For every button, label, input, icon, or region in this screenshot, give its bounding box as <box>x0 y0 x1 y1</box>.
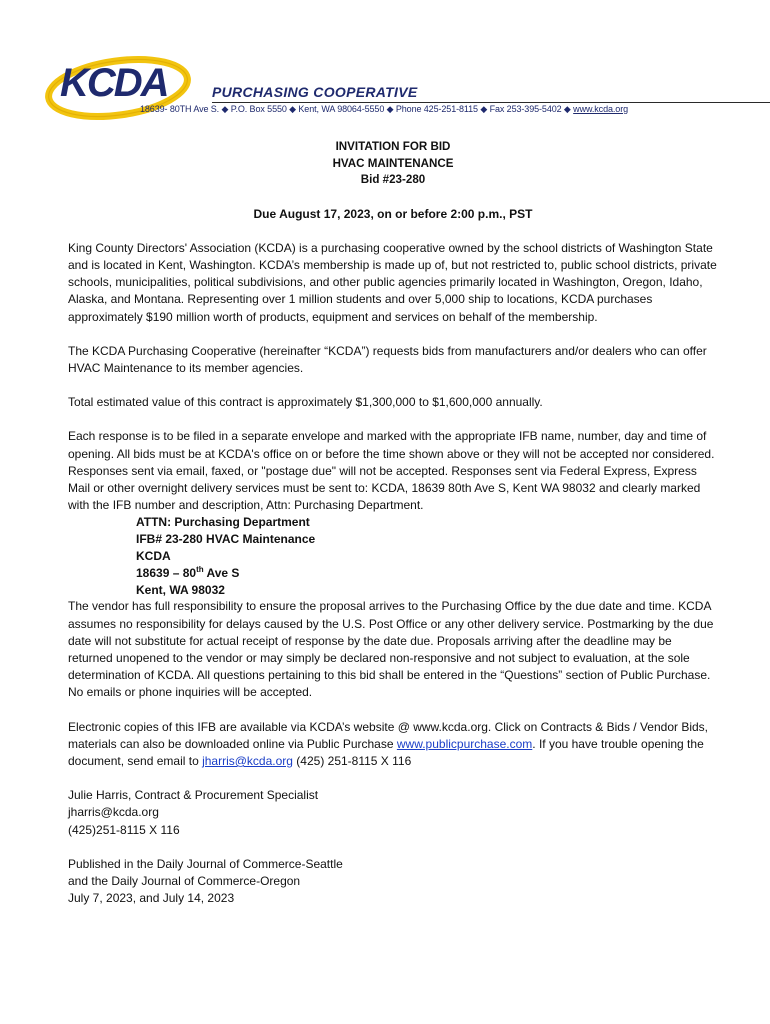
ifb-line: IFB# 23-280 HVAC Maintenance <box>136 532 316 547</box>
contact-phone: (425)251-8115 X 116 <box>68 822 180 837</box>
logo-wordmark: KCDA <box>60 61 168 105</box>
bid-number: Bid #23-280 <box>360 173 426 186</box>
publicpurchase-link[interactable]: www.publicpurchase.com <box>396 736 533 751</box>
contract-value-paragraph: Total estimated value of this contract is approximately $1,300,000 to $1,600,000 annually. <box>68 395 543 410</box>
due-date: Due August 17, 2023, on or before 2:00 p.m., PST <box>253 206 533 221</box>
contact-email: jharris@kcda.org <box>68 805 159 820</box>
electronic-copies-paragraph: Electronic copies of this IFB are available via KCDA’s website @ www.kcda.org. Click on Contracts & Bids / Vendor Bids, materials can also be downloaded online via Public Purchase www.publicpurchase.com. If you have trouble opening the document, send email to jharris@kcda.org (425) 251-8115 X 116 <box>68 719 709 768</box>
website-link[interactable]: www.kcda.org <box>573 104 628 114</box>
address-line <box>140 104 628 115</box>
attn-line: ATTN: Purchasing Department <box>136 515 310 530</box>
submission-paragraph: Each response is to be filed in a separate envelope and marked with the appropriate IFB name, number, day and time of opening. All bids must be at KCDA's office on or before the time shown above or they will not be accepted nor considered. Responses sent via email, faxed, or "postage due" will not be accepted. Responses sent via Federal Express, Express Mail or other overnight delivery services must be sent to: KCDA, 18639 80th Ave S, Kent WA 98032 and clearly marked with the IFB number and description, Attn: Purchasing Department. <box>68 429 715 513</box>
title-block <box>68 139 718 189</box>
letterhead-rule <box>212 102 770 103</box>
request-paragraph: The KCDA Purchasing Cooperative (hereinafter “KCDA”) requests bids from manufacturers and/or dealers who can offer HVAC Maintenance to its member agencies. <box>68 343 707 375</box>
responsibility-paragraph: The vendor has full responsibility to ensure the proposal arrives to the Purchasing Office by the due date and time. KCDA assumes no responsibility for delays caused by the U.S. Post Office or any other delivery service. Postmarking by the due date will not substitute for actual receipt of response by the date due. Proposals arriving after the deadline may be returned unopened to the vendor or may simply be declared non-responsive and not subject to evaluation, at the sole determination of KCDA. All questions pertaining to this bid shall be entered in the “Questions” section of Public Purchase. No emails or phone inquiries will be accepted. <box>68 599 714 700</box>
address-text: 18639- 80TH Ave S. ◆ P.O. Box 5550 ◆ Kent, WA 98064-5550 ◆ Phone 425-251-8115 ◆ Fax 253-395-5402 ◆ <box>140 104 571 114</box>
document-body <box>68 139 718 907</box>
mailing-address-block <box>136 514 718 598</box>
contact-name: Julie Harris, Contract & Procurement Specialist <box>68 788 319 803</box>
email-link[interactable]: jharris@kcda.org <box>202 753 293 768</box>
publication-dates: July 7, 2023, and July 14, 2023 <box>68 891 235 906</box>
contact-block <box>68 787 718 839</box>
city-line: Kent, WA 98032 <box>136 582 225 597</box>
letterhead <box>44 46 734 126</box>
publication-line-1: Published in the Daily Journal of Commerce-Seattle <box>68 856 343 871</box>
title-line-1: INVITATION FOR BID <box>335 140 451 153</box>
cooperative-name: PURCHASING COOPERATIVE <box>212 84 418 100</box>
intro-paragraph: King County Directors' Association (KCDA) is a purchasing cooperative owned by the school districts of Washington State and is located in Kent, Washington. KCDA’s membership is made up of, but not restricted to, public school districts, private schools, municipalities, political subdivisions, and other public agencies primarily located in Washington, Oregon, Idaho, Alaska, and Montana. Representing over 1 million students and over 5,000 ship to locations, KCDA purchases approximately $190 million worth of products, equipment and services on behalf of the membership. <box>68 240 717 324</box>
org-line: KCDA <box>136 548 171 563</box>
publication-block <box>68 856 718 908</box>
title-line-2: HVAC MAINTENANCE <box>332 156 454 170</box>
publication-line-2: and the Daily Journal of Commerce-Oregon <box>68 873 301 888</box>
street-line: 18639 – 80th Ave S <box>136 564 240 580</box>
